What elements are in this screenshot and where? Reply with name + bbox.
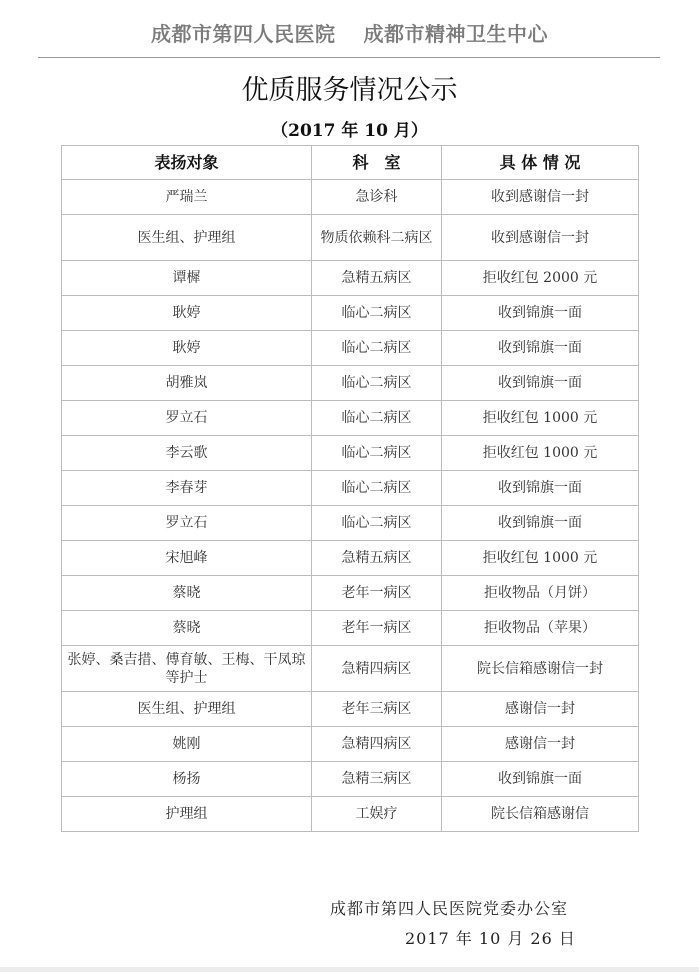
issuing-office: 成都市第四人民医院党委办公室 — [330, 899, 569, 918]
cell-person: 罗立石 — [62, 506, 312, 541]
cell-detail: 拒收物品（月饼） — [442, 576, 639, 611]
cell-detail: 拒收物品（苹果） — [442, 611, 639, 646]
cell-department: 急精五病区 — [312, 261, 442, 296]
table-row — [62, 762, 639, 797]
cell-department: 临心二病区 — [312, 471, 442, 506]
cell-detail: 收到锦旗一面 — [442, 366, 639, 401]
cell-department: 临心二病区 — [312, 436, 442, 471]
cell-detail: 拒收红包 1000 元 — [442, 436, 639, 471]
cell-department: 急精五病区 — [312, 541, 442, 576]
cell-detail: 拒收红包 1000 元 — [442, 401, 639, 436]
table-row — [62, 401, 639, 436]
cell-department: 急诊科 — [312, 180, 442, 215]
cell-person: 蔡晓 — [62, 576, 312, 611]
table-row — [62, 611, 639, 646]
table-row — [62, 366, 639, 401]
cell-detail: 收到锦旗一面 — [442, 762, 639, 797]
table-row — [62, 180, 639, 215]
cell-detail: 收到锦旗一面 — [442, 331, 639, 366]
cell-person: 耿婷 — [62, 331, 312, 366]
table-row — [62, 506, 639, 541]
page-bottom-edge — [0, 967, 699, 972]
cell-detail: 拒收红包 1000 元 — [442, 541, 639, 576]
cell-person: 罗立石 — [62, 401, 312, 436]
table-row — [62, 261, 639, 296]
cell-detail: 收到锦旗一面 — [442, 296, 639, 331]
cell-department: 急精四病区 — [312, 646, 442, 692]
cell-department: 老年一病区 — [312, 576, 442, 611]
cell-person: 护理组 — [62, 797, 312, 832]
cell-department: 老年三病区 — [312, 692, 442, 727]
table-header-row — [62, 146, 639, 180]
cell-person: 姚刚 — [62, 727, 312, 762]
document-title: 优质服务情况公示 — [241, 75, 458, 106]
cell-person: 胡雅岚 — [62, 366, 312, 401]
table-row — [62, 331, 639, 366]
cell-department: 临心二病区 — [312, 296, 442, 331]
commendation-table — [61, 145, 639, 832]
cell-department: 临心二病区 — [312, 401, 442, 436]
cell-detail: 感谢信一封 — [442, 727, 639, 762]
table-row — [62, 692, 639, 727]
cell-person: 严瑞兰 — [62, 180, 312, 215]
hospital-name: 成都市第四人民医院 — [151, 22, 336, 46]
header-detail: 具 体 情 况 — [442, 146, 639, 180]
table-row — [62, 797, 639, 832]
cell-person: 医生组、护理组 — [62, 215, 312, 261]
cell-person: 谭樨 — [62, 261, 312, 296]
table-row — [62, 576, 639, 611]
table-row — [62, 215, 639, 261]
cell-person: 耿婷 — [62, 296, 312, 331]
cell-detail: 拒收红包 2000 元 — [442, 261, 639, 296]
letterhead — [0, 18, 699, 47]
cell-department: 临心二病区 — [312, 366, 442, 401]
cell-person: 张婷、桑吉措、傅育敏、王梅、干凤琼等护士 — [62, 646, 312, 692]
table-row — [62, 646, 639, 692]
header-department: 科 室 — [312, 146, 442, 180]
cell-person: 蔡晓 — [62, 611, 312, 646]
cell-detail: 院长信箱感谢信 — [442, 797, 639, 832]
table-row — [62, 296, 639, 331]
cell-detail: 收到锦旗一面 — [442, 471, 639, 506]
table-row — [62, 541, 639, 576]
cell-detail: 收到锦旗一面 — [442, 506, 639, 541]
table-row — [62, 727, 639, 762]
cell-department: 临心二病区 — [312, 506, 442, 541]
cell-department: 急精四病区 — [312, 727, 442, 762]
table-row — [62, 436, 639, 471]
header-person: 表扬对象 — [62, 146, 312, 180]
cell-person: 李春芽 — [62, 471, 312, 506]
letterhead-divider — [38, 57, 660, 58]
cell-department: 物质依赖科二病区 — [312, 215, 442, 261]
cell-person: 宋旭峰 — [62, 541, 312, 576]
cell-detail: 院长信箱感谢信一封 — [442, 646, 639, 692]
cell-person: 李云歌 — [62, 436, 312, 471]
cell-detail: 感谢信一封 — [442, 692, 639, 727]
cell-department: 急精三病区 — [312, 762, 442, 797]
cell-detail: 收到感谢信一封 — [442, 215, 639, 261]
document-period: （2017 年 10 月） — [271, 121, 428, 141]
table-row — [62, 471, 639, 506]
cell-department: 老年一病区 — [312, 611, 442, 646]
center-name: 成都市精神卫生中心 — [363, 22, 548, 46]
cell-detail: 收到感谢信一封 — [442, 180, 639, 215]
issue-date: 2017 年 10 月 26 日 — [405, 929, 576, 948]
cell-department: 工娱疗 — [312, 797, 442, 832]
cell-person: 杨扬 — [62, 762, 312, 797]
cell-person: 医生组、护理组 — [62, 692, 312, 727]
cell-department: 临心二病区 — [312, 331, 442, 366]
